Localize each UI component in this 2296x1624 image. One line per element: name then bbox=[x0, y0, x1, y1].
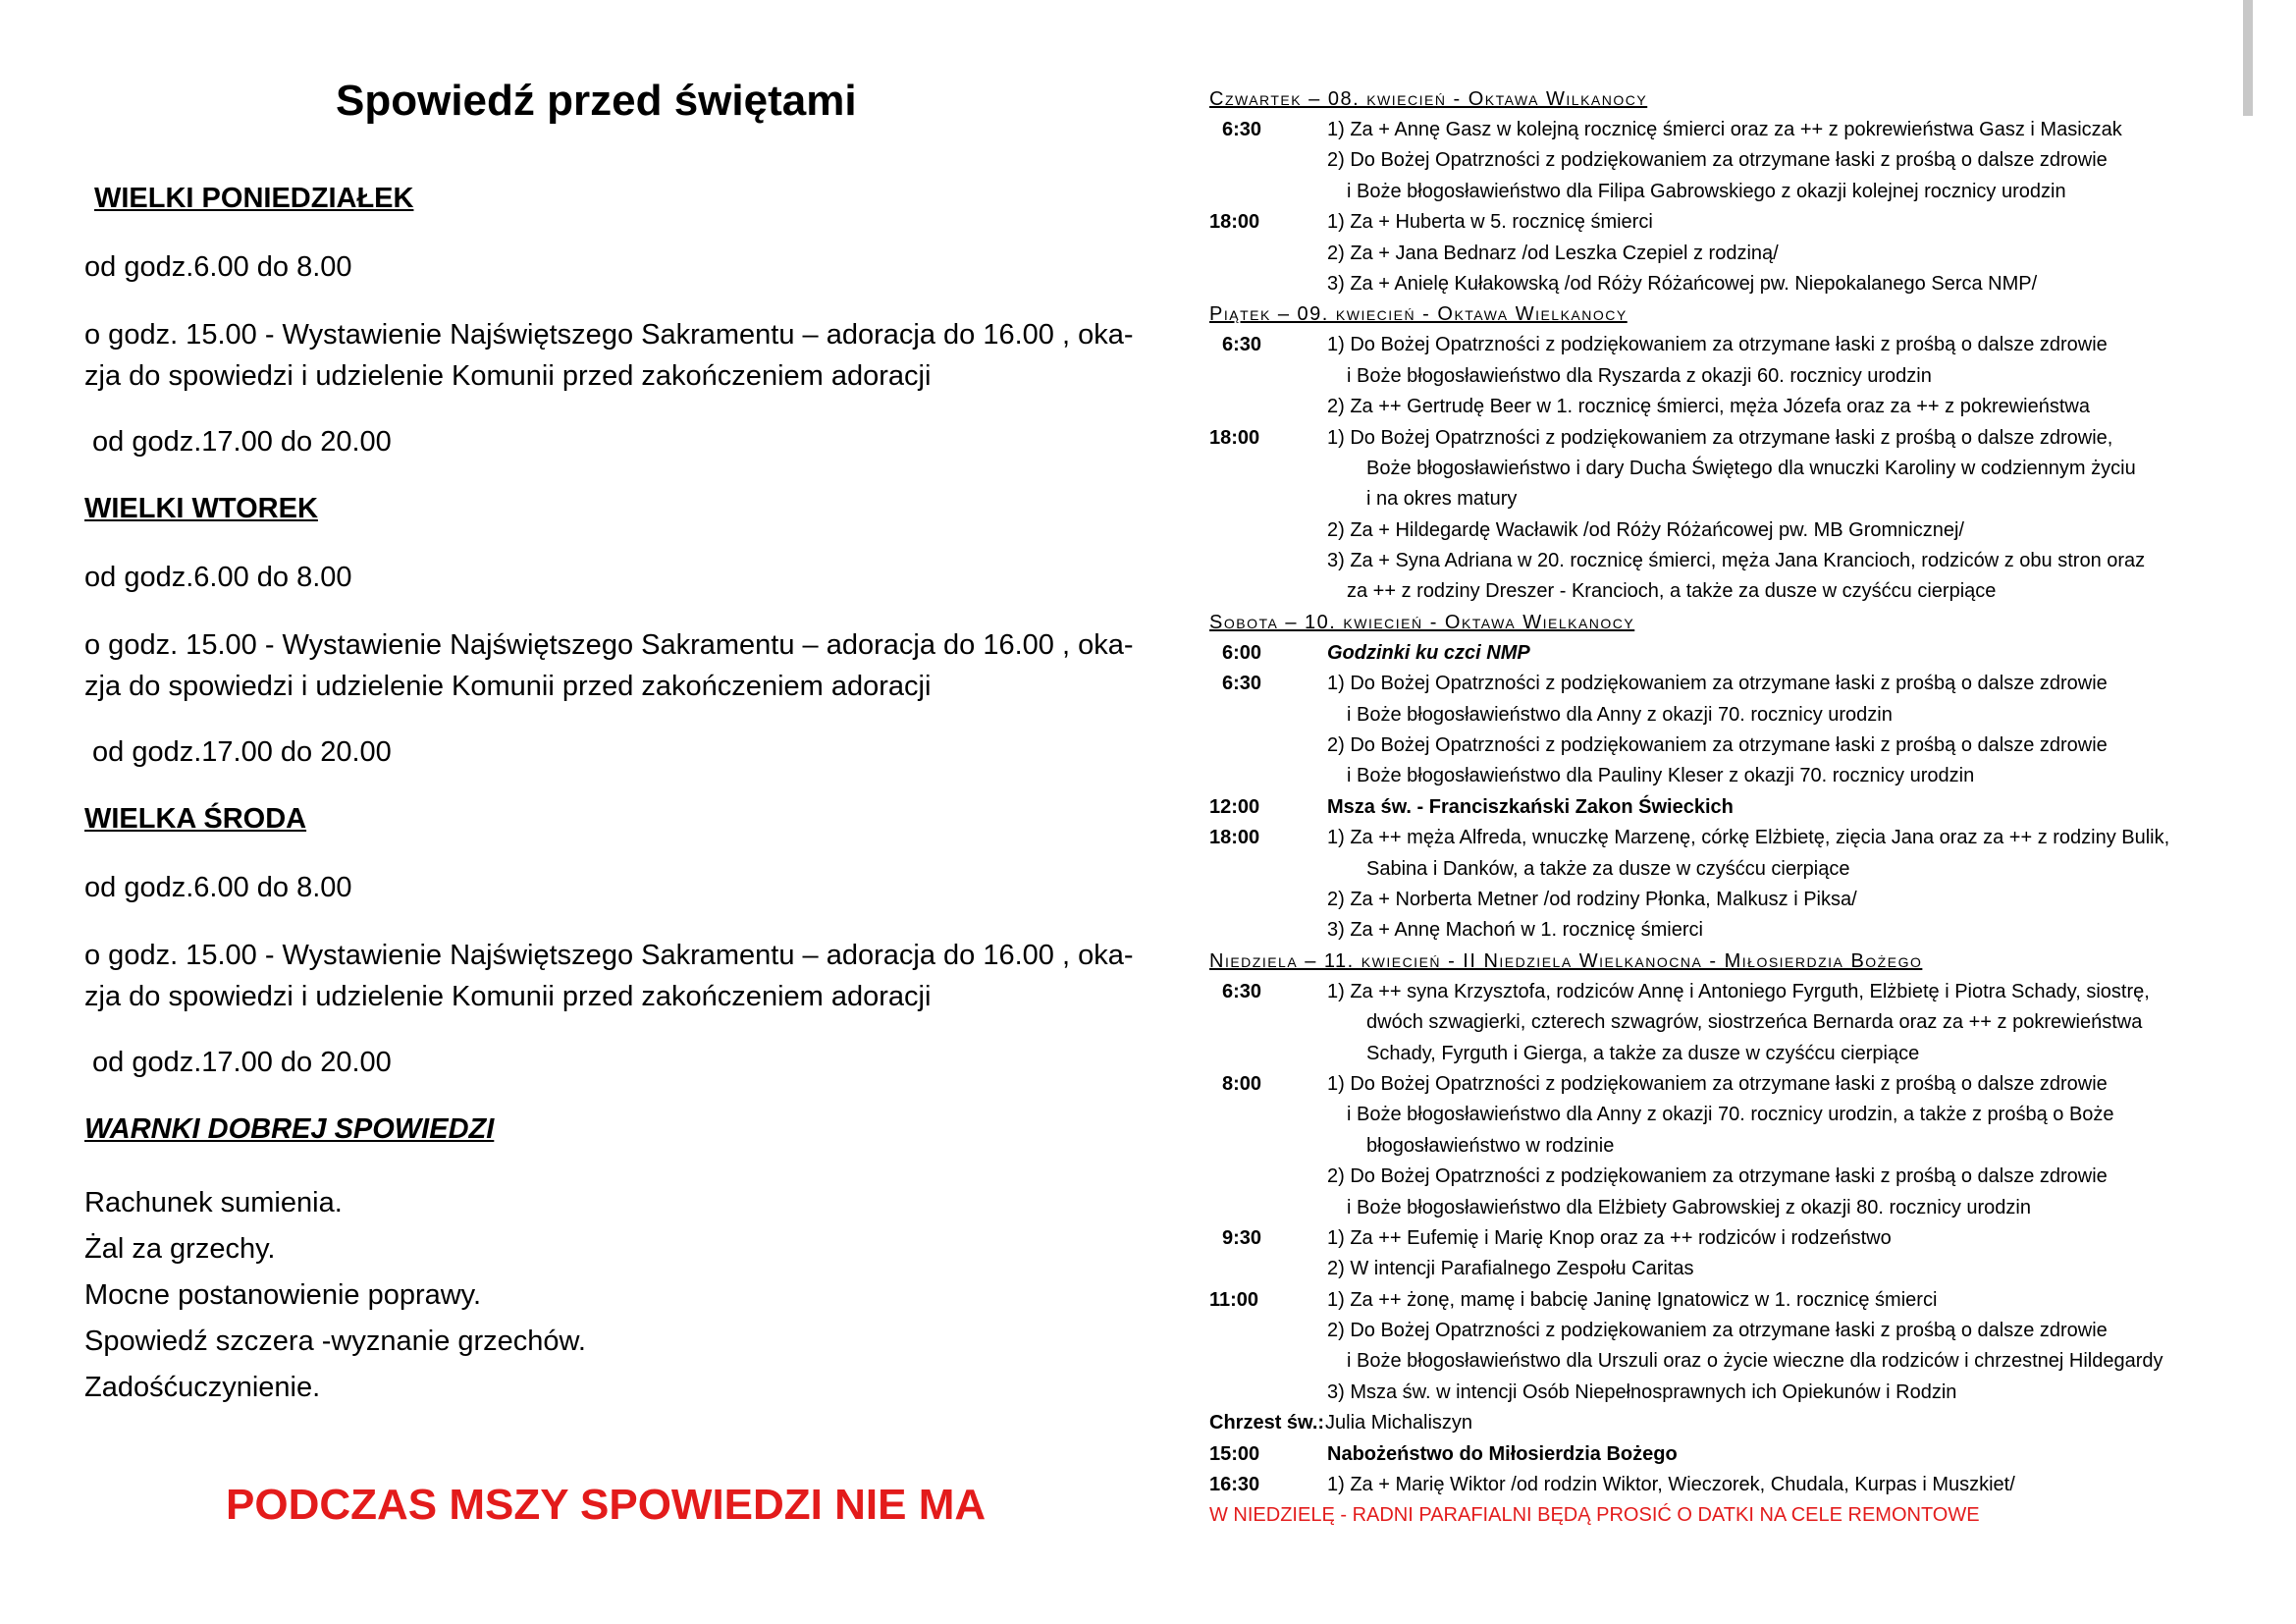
adoration-line-2: zja do spowiedzi i udzielenie Komunii przed zakończeniem adoracji bbox=[84, 981, 932, 1012]
intention-row bbox=[1209, 177, 2269, 207]
intention-text: 1) Za ++ męża Alfreda, wnuczkę Marzenę, córkę Elżbietę, zięcia Jana oraz za ++ z rodziny Bulik, bbox=[1327, 827, 2170, 849]
intention-text: 1) Za ++ żonę, mamę i babcię Janinę Ignatowicz w 1. rocznicę śmierci bbox=[1327, 1288, 1938, 1311]
intention-time: 12:00 bbox=[1209, 795, 1260, 818]
intention-row bbox=[1209, 1069, 2269, 1100]
mass-intentions-page bbox=[1209, 84, 2269, 1532]
intention-row bbox=[1209, 1131, 2269, 1162]
intention-text: i Boże błogosławieństwo dla Urszuli oraz o życie wieczne dla rodziców i chrzestnej Hildegardy bbox=[1347, 1350, 2163, 1373]
intention-text: 2) W intencji Parafialnego Zespołu Caritas bbox=[1327, 1258, 1694, 1280]
intention-row bbox=[1209, 915, 2269, 946]
condition-item: Rachunek sumienia. bbox=[84, 1187, 343, 1218]
intention-row bbox=[1209, 361, 2269, 392]
intention-row bbox=[1209, 1254, 2269, 1284]
intention-text: za ++ z rodziny Dreszer - Krancioch, a także za dusze w czyśćcu cierpiące bbox=[1347, 580, 1997, 603]
intention-time: 11:00 bbox=[1209, 1288, 1259, 1311]
intention-row bbox=[1209, 1316, 2269, 1346]
page-title: Spowiedź przed świętami bbox=[336, 77, 857, 125]
intention-row bbox=[1209, 145, 2269, 176]
intention-text: 3) Msza św. w intencji Osób Niepełnosprawnych ich Opiekunów i Rodzin bbox=[1327, 1380, 1957, 1403]
intention-text: i Boże błogosławieństwo dla Anny z okazji 70. rocznicy urodzin bbox=[1347, 703, 1893, 726]
intention-row bbox=[1209, 885, 2269, 915]
condition-item: Zadośćuczynienie. bbox=[84, 1372, 321, 1403]
intention-text: 1) Za + Huberta w 5. rocznicę śmierci bbox=[1327, 211, 1653, 234]
intention-row bbox=[1209, 115, 2269, 145]
intention-time: 6:30 bbox=[1222, 119, 1262, 140]
intention-text: i na okres matury bbox=[1366, 488, 1518, 511]
intention-row bbox=[1209, 792, 2269, 823]
intention-text: i Boże błogosławieństwo dla Elżbiety Gabrowskiej z okazji 80. rocznicy urodzin bbox=[1347, 1196, 2031, 1218]
intention-row bbox=[1209, 638, 2269, 669]
intention-text: błogosławieństwo w rodzinie bbox=[1366, 1134, 1615, 1157]
intentions-saturday bbox=[1209, 638, 2269, 947]
baptism-label: Chrzest św.: bbox=[1209, 1412, 1325, 1435]
intention-text: 1) Do Bożej Opatrzności z podziękowaniem za otrzymane łaski z prośbą o dalsze zdrowie, bbox=[1327, 426, 2113, 449]
intentions-sunday bbox=[1209, 977, 2269, 1408]
intention-text: 2) Do Bożej Opatrzności z podziękowaniem za otrzymane łaski z prośbą o dalsze zdrowie bbox=[1327, 734, 2108, 757]
intention-time: 18:00 bbox=[1209, 426, 1260, 449]
intention-row bbox=[1209, 761, 2269, 791]
morning-hours: od godz.6.00 do 8.00 bbox=[84, 251, 352, 283]
intention-row bbox=[1209, 700, 2269, 731]
intention-text: Schady, Fyrguth i Gierga, a także za dusze w czyśćcu cierpiące bbox=[1366, 1042, 1920, 1064]
intention-row bbox=[1209, 330, 2269, 360]
intention-row bbox=[1209, 576, 2269, 607]
evening-hours: od godz.17.00 do 20.00 bbox=[92, 736, 392, 768]
adoration-line-2: zja do spowiedzi i udzielenie Komunii przed zakończeniem adoracji bbox=[84, 360, 932, 392]
baptism-name: Julia Michaliszyn bbox=[1325, 1412, 1473, 1435]
intention-time: 6:30 bbox=[1222, 334, 1262, 356]
intention-text: Godzinki ku czci NMP bbox=[1327, 641, 1530, 664]
intention-text: 2) Za + Hildegardę Wacławik /od Róży Różańcowej pw. MB Gromnicznej/ bbox=[1327, 518, 1964, 541]
intention-text: i Boże błogosławieństwo dla Filipa Gabrowskiego z okazji kolejnej rocznicy urodzin bbox=[1347, 180, 2066, 202]
intention-row bbox=[1209, 1223, 2269, 1254]
condition-item: Mocne postanowienie poprawy. bbox=[84, 1279, 482, 1311]
intention-text: 2) Do Bożej Opatrzności z podziękowaniem za otrzymane łaski z prośbą o dalsze zdrowie bbox=[1327, 1320, 2108, 1342]
intention-row bbox=[1209, 1007, 2269, 1038]
intention-text: 2) Za + Jana Bednarz /od Leszka Czepiel z rodziną/ bbox=[1327, 242, 1779, 264]
intention-text: i Boże błogosławieństwo dla Ryszarda z okazji 60. rocznicy urodzin bbox=[1347, 364, 1932, 387]
intention-row bbox=[1209, 669, 2269, 699]
intention-text: i Boże błogosławieństwo dla Anny z okazji 70. rocznicy urodzin, a także z prośbą o Boże bbox=[1347, 1104, 2114, 1126]
intention-text: 3) Za + Syna Adriana w 20. rocznicę śmierci, męża Jana Krancioch, rodziców z obu stron oraz bbox=[1327, 550, 2146, 572]
intention-text: 2) Za ++ Gertrudę Beer w 1. rocznicę śmierci, męża Józefa oraz za ++ z pokrewieństwa bbox=[1327, 396, 2090, 418]
intention-row bbox=[1209, 423, 2269, 454]
intention-row bbox=[1209, 823, 2269, 853]
day-heading-wednesday: WIELKA ŚRODA bbox=[84, 803, 307, 835]
intention-time: 18:00 bbox=[1209, 211, 1260, 234]
intention-text: 1) Do Bożej Opatrzności z podziękowaniem za otrzymane łaski z prośbą o dalsze zdrowie bbox=[1327, 1072, 2108, 1095]
day-header-thursday: Czwartek – 08. kwiecień - Oktawa Wilkanocy bbox=[1209, 88, 1648, 110]
day-heading-tuesday: WIELKI WTOREK bbox=[84, 493, 318, 524]
condition-item: Spowiedź szczera -wyznanie grzechów. bbox=[84, 1326, 586, 1357]
intention-time: 6:30 bbox=[1222, 980, 1262, 1002]
intention-time: 18:00 bbox=[1209, 827, 1260, 849]
intention-text: 3) Za + Annę Machoń w 1. rocznicę śmierci bbox=[1327, 919, 1703, 942]
adoration-line-1: o godz. 15.00 - Wystawienie Najświętszego Sakramentu – adoracja do 16.00 , oka- bbox=[84, 940, 1134, 971]
no-confession-notice: PODCZAS MSZY SPOWIEDZI NIE MA bbox=[226, 1481, 987, 1529]
intention-text: Boże błogosławieństwo i dary Ducha Świętego dla wnuczki Karoliny w codziennym życiu bbox=[1366, 457, 2136, 479]
intention-text: Msza św. - Franciszkański Zakon Świeckich bbox=[1327, 795, 1734, 818]
intention-row bbox=[1209, 207, 2269, 238]
day-header-sunday: Niedziela – 11. kwiecień - II Niedziela Wielkanocna - Miłosierdzia Bożego bbox=[1209, 949, 1923, 972]
day-header-saturday: Sobota – 10. kwiecień - Oktawa Wielkanocy bbox=[1209, 611, 1635, 633]
intention-text: i Boże błogosławieństwo dla Pauliny Kleser z okazji 70. rocznicy urodzin bbox=[1347, 765, 1975, 787]
intention-row bbox=[1209, 239, 2269, 269]
intention-time: 6:30 bbox=[1222, 673, 1262, 695]
intention-time: 8:00 bbox=[1222, 1072, 1262, 1095]
intention-row bbox=[1209, 484, 2269, 514]
morning-hours: od godz.6.00 do 8.00 bbox=[84, 562, 352, 593]
intention-row bbox=[1209, 977, 2269, 1007]
intention-row bbox=[1209, 854, 2269, 885]
evening-hours: od godz.17.00 do 20.00 bbox=[92, 1047, 392, 1078]
intention-row bbox=[1209, 1039, 2269, 1069]
intention-time: 9:30 bbox=[1222, 1226, 1262, 1249]
baptism-row bbox=[1209, 1408, 2269, 1438]
intention-row bbox=[1209, 1285, 2269, 1316]
intention-row bbox=[1209, 546, 2269, 576]
intentions-thursday bbox=[1209, 115, 2269, 299]
intention-text: 2) Za + Norberta Metner /od rodziny Płonka, Malkusz i Piksa/ bbox=[1327, 888, 1857, 910]
intention-text: 1) Do Bożej Opatrzności z podziękowaniem za otrzymane łaski z prośbą o dalsze zdrowie bbox=[1327, 334, 2108, 356]
intention-row bbox=[1209, 1162, 2269, 1192]
intention-text: 2) Do Bożej Opatrzności z podziękowaniem za otrzymane łaski z prośbą o dalsze zdrowie bbox=[1327, 149, 2108, 172]
condition-item: Żal za grzechy. bbox=[84, 1233, 276, 1265]
collection-notice: W NIEDZIELĘ - RADNI PARAFIALNI BĘDĄ PROSIĆ O DATKI NA CELE REMONTOWE bbox=[1209, 1504, 1980, 1527]
intention-row bbox=[1209, 1346, 2269, 1377]
intention-row bbox=[1209, 1378, 2269, 1408]
devotion-time: 15:00 bbox=[1209, 1442, 1260, 1465]
intention-text: dwóch szwagierki, czterech szwagrów, siostrzeńca Bernarda oraz za ++ z pokrewieństwa bbox=[1366, 1011, 2143, 1034]
devotion-text: Nabożeństwo do Miłosierdzia Bożego bbox=[1327, 1442, 1678, 1465]
intention-text: 2) Do Bożej Opatrzności z podziękowaniem za otrzymane łaski z prośbą o dalsze zdrowie bbox=[1327, 1165, 2108, 1188]
day-header-friday: Piątek – 09. kwiecień - Oktawa Wielkanocy bbox=[1209, 303, 1628, 326]
intention-row bbox=[1209, 392, 2269, 422]
intention-text: 1) Za + Annę Gasz w kolejną rocznicę śmierci oraz za ++ z pokrewieństwa Gasz i Masiczak bbox=[1327, 119, 2122, 140]
intention-row bbox=[1209, 1193, 2269, 1223]
intention-text: 1) Za ++ syna Krzysztofa, rodziców Annę i Antoniego Fyrguth, Elżbietę i Piotra Schady, siostrę, bbox=[1327, 980, 2150, 1002]
adoration-line-1: o godz. 15.00 - Wystawienie Najświętszego Sakramentu – adoracja do 16.00 , oka- bbox=[84, 629, 1134, 661]
adoration-line-2: zja do spowiedzi i udzielenie Komunii przed zakończeniem adoracji bbox=[84, 671, 932, 702]
intention-row bbox=[1209, 1100, 2269, 1130]
intention-row bbox=[1209, 515, 2269, 546]
last-mass-time: 16:30 bbox=[1209, 1474, 1260, 1496]
intentions-friday bbox=[1209, 330, 2269, 608]
morning-hours: od godz.6.00 do 8.00 bbox=[84, 872, 352, 903]
intention-row bbox=[1209, 269, 2269, 299]
evening-hours: od godz.17.00 do 20.00 bbox=[92, 426, 392, 458]
conditions-heading: WARNKI DOBREJ SPOWIEDZI bbox=[84, 1113, 495, 1145]
intention-time: 6:00 bbox=[1222, 641, 1262, 664]
intention-text: Sabina i Danków, a także za dusze w czyśćcu cierpiące bbox=[1366, 857, 1850, 880]
day-heading-monday: WIELKI PONIEDZIAŁEK bbox=[94, 183, 414, 214]
last-mass-row bbox=[1209, 1470, 2269, 1500]
intention-row bbox=[1209, 731, 2269, 761]
devotion-row bbox=[1209, 1439, 2269, 1470]
intention-text: 1) Za ++ Eufemię i Marię Knop oraz za ++ rodziców i rodzeństwo bbox=[1327, 1226, 1892, 1249]
adoration-line-1: o godz. 15.00 - Wystawienie Najświętszego Sakramentu – adoracja do 16.00 , oka- bbox=[84, 319, 1134, 351]
intention-row bbox=[1209, 454, 2269, 484]
last-mass-text: 1) Za + Marię Wiktor /od rodzin Wiktor, Wieczorek, Chudala, Kurpas i Muszkiet/ bbox=[1327, 1474, 2015, 1496]
intention-text: 1) Do Bożej Opatrzności z podziękowaniem za otrzymane łaski z prośbą o dalsze zdrowie bbox=[1327, 673, 2108, 695]
intention-text: 3) Za + Anielę Kułakowską /od Róży Różańcowej pw. Niepokalanego Serca NMP/ bbox=[1327, 272, 2038, 295]
